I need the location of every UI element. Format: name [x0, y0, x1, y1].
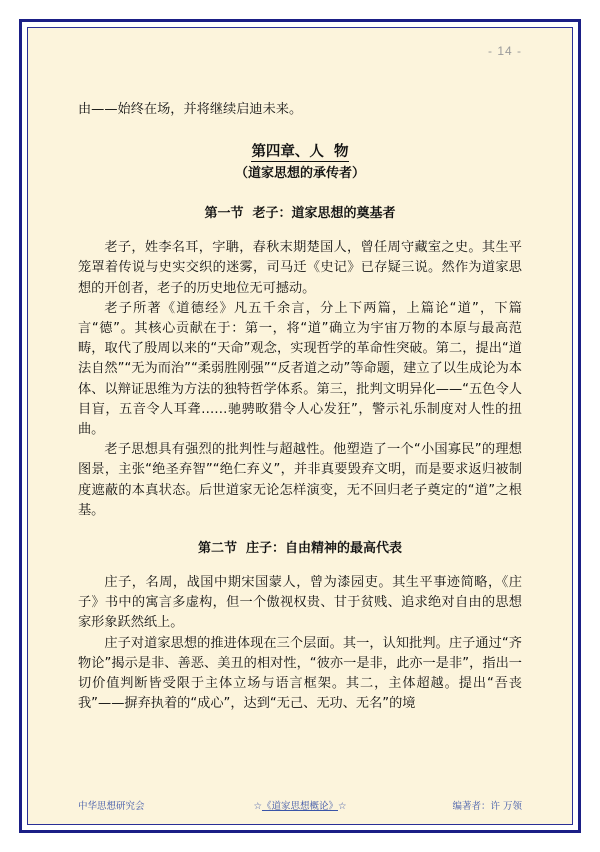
chapter-title-text: 第四章、人 物	[251, 144, 349, 161]
paragraph: 老子，姓李名耳，字聃，春秋末期楚国人，曾任周守藏室之史。其生平笼罩着传说与史实交织的迷雾，司马迁《史记》已存疑三说。然作为道家思想的开创者，老子的历史地位无可撼动。	[78, 240, 522, 296]
paragraph: 老子所著《道德经》凡五千余言，分上下两篇，上篇论“道”，下篇言“德”。其核心贡献在于：第一，将“道”确立为宇宙万物的本原与最高范畴，取代了殷周以来的“天命”观念，实现哲学的革命性突破。第二，提出“道法自然”“无为而治”“柔弱胜刚强”“反者道之动”等命题，建立了以生成论为本体、以辩证思维为方法的独特哲学体系。第三，批判文明异化——“五色令人目盲，五音令人耳聋……驰骋畋猎令人心发狂”，警示礼乐制度对人性的扭曲。	[78, 300, 522, 438]
intro-line: 由——始终在场，并将继续启迪未来。	[78, 102, 303, 117]
book-title-link[interactable]: 《道家思想概论》	[261, 801, 338, 812]
footer-organization: 中华思想研究会	[78, 801, 145, 812]
chapter-subtitle: （道家思想的承传者）	[234, 166, 365, 182]
page-number: - 14 -	[487, 44, 522, 58]
star-icon: ☆	[338, 801, 347, 812]
main-content	[78, 100, 522, 714]
star-icon: ☆	[253, 801, 262, 812]
paragraph: 庄子，名周，战国中期宋国蒙人，曾为漆园吏。其生平事迹简略，《庄子》书中的寓言多虚构，但一个傲视权贵、甘于贫贱、追求绝对自由的思想家形象跃然纸上。	[78, 575, 522, 631]
section-title-zhuangzi: 第二节 庄子：自由精神的最高代表	[197, 541, 403, 557]
section-title-laozi: 第一节 老子：道家思想的奠基者	[204, 206, 396, 222]
paragraph: 庄子对道家思想的推进体现在三个层面。其一，认知批判。庄子通过“齐物论”揭示是非、善恶、美丑的相对性，“彼亦一是非，此亦一是非”，指出一切价值判断皆受限于主体立场与语言框架。其二，主体超越。提出“吾丧我”——摒弃执着的“成心”，达到“无己、无功、无名”的境	[78, 635, 522, 712]
footer-author: 编著者：许 万领	[452, 801, 522, 812]
paragraph: 老子思想具有强烈的批判性与超越性。他塑造了一个“小国寡民”的理想图景，主张“绝圣弃智”“绝仁弃义”，并非真要毁弃文明，而是要求返归被制度遮蔽的本真状态。后世道家无论怎样演变，无不回归老子奠定的“道”之根基。	[78, 442, 522, 518]
chapter-title	[78, 142, 522, 162]
page-footer	[78, 798, 522, 814]
